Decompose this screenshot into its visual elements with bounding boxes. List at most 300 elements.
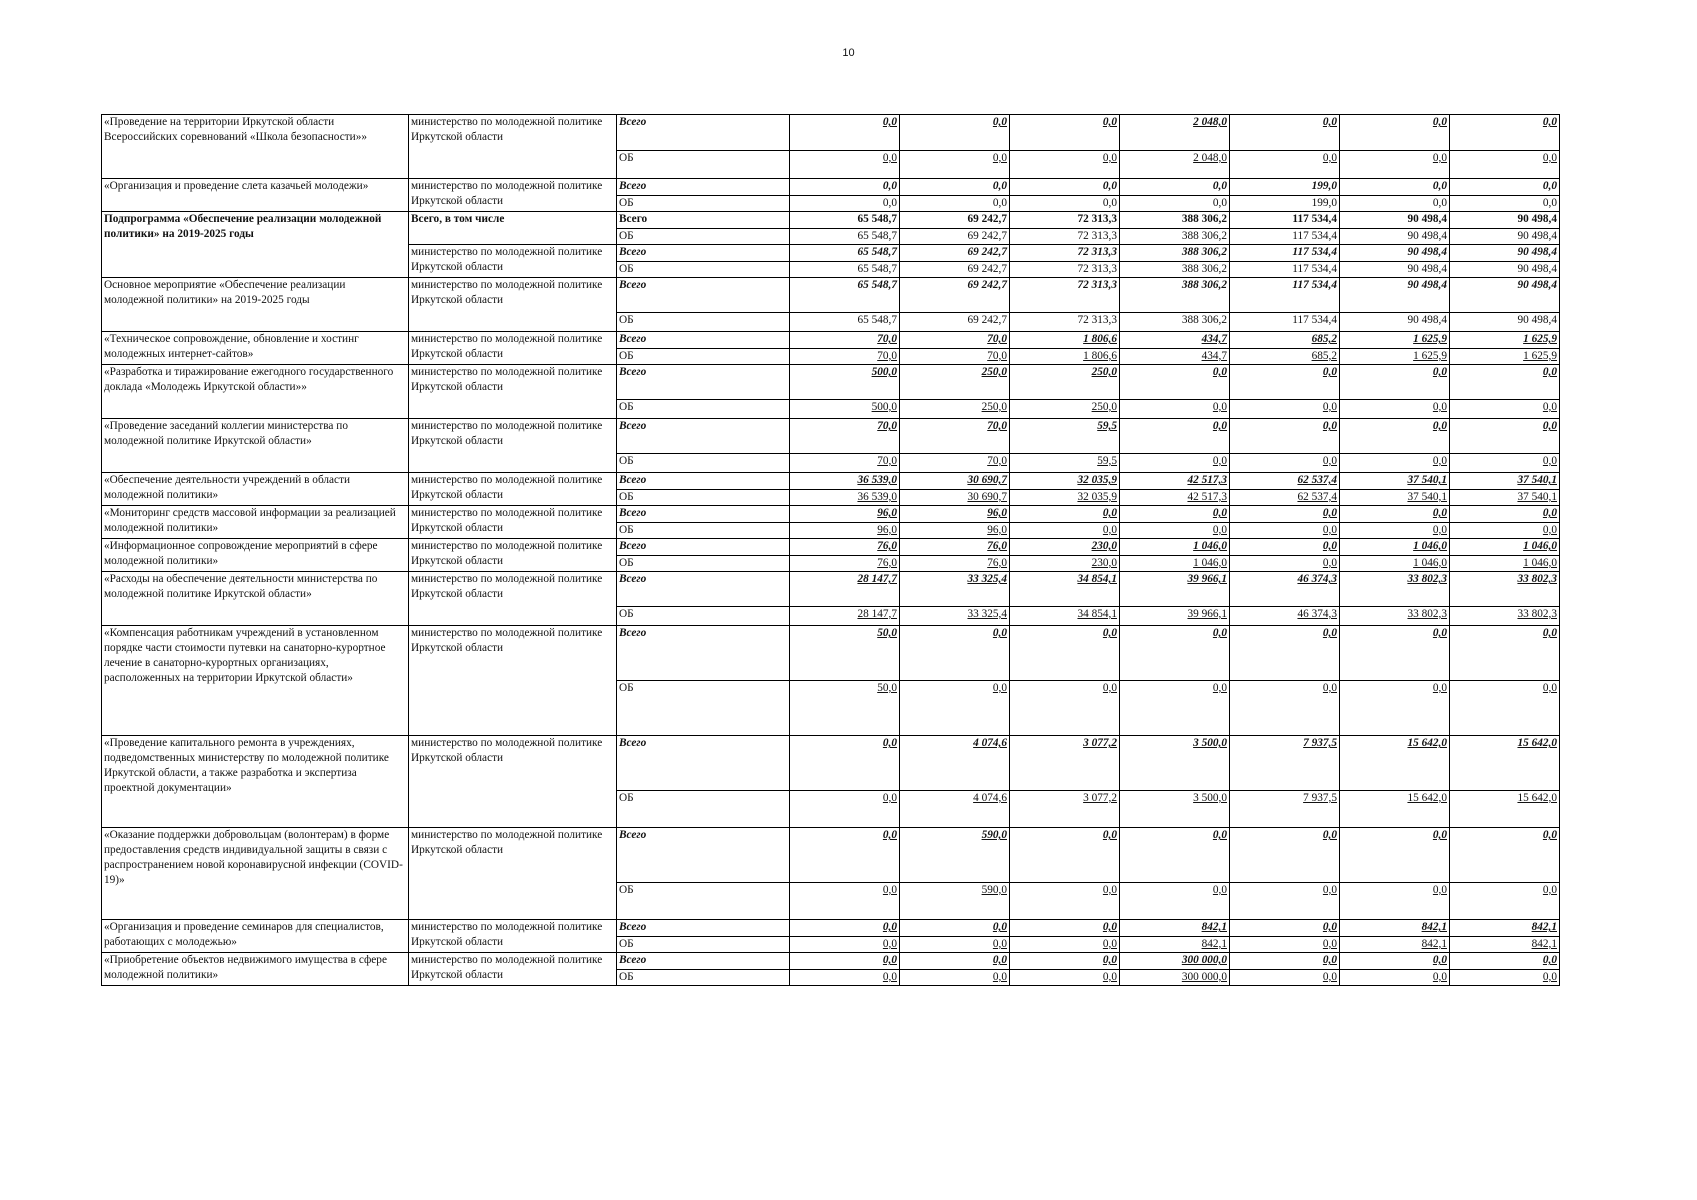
value-text: 0,0 (1212, 507, 1227, 519)
value-text: 46 374,3 (1297, 573, 1337, 585)
value-text: 0,0 (1212, 829, 1227, 841)
value-cell (1230, 262, 1340, 278)
value-text: 0,0 (1432, 884, 1447, 896)
value-cell (1010, 970, 1120, 986)
value-cell (1120, 556, 1230, 572)
value-cell (1010, 490, 1120, 506)
value-cell (1340, 454, 1450, 473)
value-cell (790, 970, 900, 986)
value-cell (900, 490, 1010, 506)
value-cell (1010, 556, 1120, 572)
value-cell (790, 626, 900, 681)
value-cell (1120, 523, 1230, 539)
table-row (102, 920, 1560, 937)
value-text: 90 498,4 (1517, 246, 1557, 258)
value-text: 65 548,7 (857, 263, 897, 275)
value-text: 0,0 (1102, 627, 1117, 639)
value-cell (1340, 556, 1450, 572)
value-cell (900, 245, 1010, 262)
value-cell (1450, 245, 1560, 262)
value-cell (900, 828, 1010, 883)
value-cell (1450, 400, 1560, 419)
value-text: 3 077,2 (1083, 792, 1117, 804)
value-cell (1450, 454, 1560, 473)
value-cell (1230, 245, 1340, 262)
value-cell (1120, 736, 1230, 791)
value-cell (900, 262, 1010, 278)
value-cell (1010, 179, 1120, 196)
value-cell (1450, 626, 1560, 681)
value-cell (1450, 212, 1560, 229)
value-text: 90 498,4 (1407, 246, 1447, 258)
executor-name: министерство по молодежной политике Иркутской области (409, 828, 617, 920)
value-text: 388 306,2 (1181, 213, 1227, 225)
value-text: 90 498,4 (1517, 213, 1557, 225)
value-text: 39 966,1 (1187, 573, 1227, 585)
value-cell (1120, 454, 1230, 473)
value-cell (900, 953, 1010, 970)
value-cell (1010, 937, 1120, 953)
value-text: 69 242,7 (967, 213, 1007, 225)
value-cell (1340, 332, 1450, 349)
value-text: 0,0 (882, 938, 897, 950)
value-cell (790, 454, 900, 473)
value-cell (790, 736, 900, 791)
value-text: 0,0 (1542, 884, 1557, 896)
value-cell (790, 365, 900, 400)
measure-name: Подпрограмма «Обеспечение реализации молодежной политики» на 2019-2025 годы (102, 212, 409, 278)
value-text: 0,0 (1432, 682, 1447, 694)
value-cell (900, 151, 1010, 179)
value-text: 0,0 (1542, 401, 1557, 413)
value-text: 69 242,7 (967, 314, 1007, 326)
value-text: 7 937,5 (1303, 737, 1337, 749)
value-text: 7 937,5 (1303, 792, 1337, 804)
value-cell (1120, 883, 1230, 920)
value-text: 33 802,3 (1407, 608, 1447, 620)
source-label: Всего (617, 365, 790, 400)
value-text: 0,0 (1432, 971, 1447, 983)
value-cell (1340, 196, 1450, 212)
value-cell (900, 349, 1010, 365)
value-cell (1450, 736, 1560, 791)
table-row (102, 828, 1560, 883)
value-cell (1010, 572, 1120, 607)
value-cell (1120, 313, 1230, 332)
value-text: 685,2 (1311, 350, 1337, 362)
value-text: 0,0 (882, 792, 897, 804)
value-cell (1450, 556, 1560, 572)
value-text: 230,0 (1091, 557, 1117, 569)
value-text: 842,1 (1421, 921, 1447, 933)
value-text: 69 242,7 (967, 279, 1007, 291)
value-cell (1230, 278, 1340, 313)
value-text: 65 548,7 (857, 230, 897, 242)
value-cell (790, 953, 900, 970)
value-cell (1120, 115, 1230, 151)
value-text: 0,0 (1542, 627, 1557, 639)
value-cell (1450, 115, 1560, 151)
value-cell (1450, 883, 1560, 920)
value-cell (1010, 313, 1120, 332)
executor-name: министерство по молодежной политике Иркутской области (409, 626, 617, 736)
value-text: 388 306,2 (1181, 230, 1227, 242)
source-label: ОБ (617, 400, 790, 419)
source-label: Всего (617, 245, 790, 262)
value-text: 69 242,7 (967, 230, 1007, 242)
value-cell (1010, 681, 1120, 736)
value-text: 0,0 (1322, 627, 1337, 639)
measure-name: «Техническое сопровождение, обновление и хостинг молодежных интернет-сайтов» (102, 332, 409, 365)
value-text: 0,0 (1432, 627, 1447, 639)
value-cell (1230, 229, 1340, 245)
value-text: 65 548,7 (857, 314, 897, 326)
value-cell (1120, 196, 1230, 212)
value-text: 0,0 (1102, 954, 1117, 966)
value-text: 0,0 (882, 921, 897, 933)
executor-name: министерство по молодежной политике Иркутской области (409, 419, 617, 473)
executor-name: министерство по молодежной политике Иркутской области (409, 332, 617, 365)
value-cell (1120, 332, 1230, 349)
value-text: 250,0 (1091, 401, 1117, 413)
value-cell (1010, 506, 1120, 523)
value-text: 0,0 (1102, 829, 1117, 841)
value-text: 0,0 (882, 197, 897, 209)
value-text: 1 625,9 (1413, 350, 1447, 362)
executor-name: министерство по молодежной политике Иркутской области (409, 953, 617, 986)
measure-name: «Обеспечение деятельности учреждений в области молодежной политики» (102, 473, 409, 506)
source-label: Всего (617, 736, 790, 791)
value-cell (1340, 736, 1450, 791)
value-text: 842,1 (1531, 921, 1557, 933)
table-row (102, 626, 1560, 681)
value-cell (1010, 196, 1120, 212)
value-cell (1450, 179, 1560, 196)
value-cell (1450, 278, 1560, 313)
value-cell (1230, 920, 1340, 937)
value-cell (1010, 523, 1120, 539)
value-cell (1450, 506, 1560, 523)
value-text: 0,0 (1212, 455, 1227, 467)
value-cell (900, 365, 1010, 400)
value-text: 0,0 (1212, 366, 1227, 378)
value-text: 0,0 (1322, 884, 1337, 896)
value-text: 0,0 (1322, 938, 1337, 950)
value-cell (790, 115, 900, 151)
value-text: 0,0 (1542, 455, 1557, 467)
value-cell (1230, 970, 1340, 986)
value-text: 36 539,0 (857, 491, 897, 503)
value-text: 0,0 (1322, 829, 1337, 841)
value-text: 0,0 (1322, 366, 1337, 378)
source-label: Всего (617, 278, 790, 313)
value-cell (1450, 791, 1560, 828)
value-cell (1010, 229, 1120, 245)
value-cell (1340, 229, 1450, 245)
value-text: 1 625,9 (1413, 333, 1447, 345)
value-cell (790, 681, 900, 736)
measure-name: «Компенсация работникам учреждений в установленном порядке части стоимости путевки на санаторно-курортное лечение в санаторно-курортных организациях, расположенных на территории Иркутской области» (102, 626, 409, 736)
value-cell (900, 454, 1010, 473)
value-cell (1450, 365, 1560, 400)
source-label: ОБ (617, 229, 790, 245)
value-text: 3 500,0 (1193, 792, 1227, 804)
value-cell (1120, 953, 1230, 970)
value-cell (1340, 953, 1450, 970)
value-text: 96,0 (987, 507, 1007, 519)
value-cell (1450, 229, 1560, 245)
source-label: ОБ (617, 490, 790, 506)
value-cell (1340, 506, 1450, 523)
value-text: 62 537,4 (1297, 491, 1337, 503)
value-cell (1450, 681, 1560, 736)
value-text: 300 000,0 (1181, 971, 1227, 983)
value-cell (1340, 115, 1450, 151)
measure-name: «Организация и проведение слета казачьей молодежи» (102, 179, 409, 212)
value-cell (1010, 953, 1120, 970)
value-cell (1340, 681, 1450, 736)
value-text: 0,0 (882, 737, 897, 749)
value-text: 0,0 (1432, 455, 1447, 467)
value-cell (790, 419, 900, 454)
table-row (102, 953, 1560, 970)
value-text: 1 806,6 (1083, 350, 1117, 362)
value-cell (1450, 196, 1560, 212)
value-cell (1340, 883, 1450, 920)
value-text: 0,0 (1542, 116, 1557, 128)
table-row (102, 736, 1560, 791)
value-text: 0,0 (1102, 938, 1117, 950)
value-text: 4 074,6 (973, 792, 1007, 804)
value-text: 72 313,3 (1077, 279, 1117, 291)
value-cell (1450, 419, 1560, 454)
value-text: 37 540,1 (1517, 474, 1557, 486)
source-label: Всего (617, 115, 790, 151)
table-row (102, 365, 1560, 400)
value-text: 2 048,0 (1193, 152, 1227, 164)
value-cell (1450, 607, 1560, 626)
value-cell (790, 151, 900, 179)
value-text: 15 642,0 (1407, 737, 1447, 749)
value-cell (1010, 791, 1120, 828)
value-text: 0,0 (1322, 507, 1337, 519)
value-text: 0,0 (992, 921, 1007, 933)
value-cell (1450, 151, 1560, 179)
value-cell (900, 506, 1010, 523)
source-label: Всего (617, 539, 790, 556)
value-text: 0,0 (1432, 954, 1447, 966)
value-text: 0,0 (1542, 366, 1557, 378)
executor-name: министерство по молодежной политике Иркутской области (409, 278, 617, 332)
measure-name: «Приобретение объектов недвижимого имущества в сфере молодежной политики» (102, 953, 409, 986)
value-text: 36 539,0 (857, 474, 897, 486)
table-row (102, 572, 1560, 607)
value-text: 250,0 (1091, 366, 1117, 378)
value-text: 0,0 (992, 627, 1007, 639)
value-cell (1340, 212, 1450, 229)
measure-name: «Разработка и тиражирование ежегодного государственного доклада «Молодежь Иркутской области»» (102, 365, 409, 419)
source-label: Всего (617, 473, 790, 490)
value-text: 72 313,3 (1077, 230, 1117, 242)
value-text: 0,0 (1322, 116, 1337, 128)
value-cell (1230, 953, 1340, 970)
value-cell (1010, 539, 1120, 556)
value-text: 65 548,7 (857, 213, 897, 225)
source-label: Всего (617, 419, 790, 454)
value-text: 199,0 (1311, 197, 1337, 209)
value-cell (1010, 607, 1120, 626)
value-text: 72 313,3 (1077, 246, 1117, 258)
value-text: 70,0 (987, 333, 1007, 345)
value-text: 250,0 (981, 401, 1007, 413)
value-text: 0,0 (1102, 152, 1117, 164)
value-text: 39 966,1 (1187, 608, 1227, 620)
value-text: 28 147,7 (857, 608, 897, 620)
value-text: 0,0 (1322, 152, 1337, 164)
value-cell (1120, 365, 1230, 400)
source-label: ОБ (617, 523, 790, 539)
value-text: 34 854,1 (1077, 608, 1117, 620)
value-cell (1340, 313, 1450, 332)
source-label: Всего (617, 920, 790, 937)
measure-name: «Проведение капитального ремонта в учреждениях, подведомственных министерству по молодежной политике Иркутской области, а также разработка и экспертиза проектной документации» (102, 736, 409, 828)
value-cell (1340, 539, 1450, 556)
value-text: 0,0 (1322, 682, 1337, 694)
value-text: 33 325,4 (967, 608, 1007, 620)
value-text: 70,0 (987, 455, 1007, 467)
value-cell (790, 212, 900, 229)
value-cell (1010, 332, 1120, 349)
value-text: 250,0 (981, 366, 1007, 378)
value-text: 0,0 (1432, 180, 1447, 192)
source-label: ОБ (617, 349, 790, 365)
value-cell (1010, 151, 1120, 179)
value-cell (1120, 791, 1230, 828)
value-text: 37 540,1 (1407, 474, 1447, 486)
value-text: 37 540,1 (1407, 491, 1447, 503)
value-cell (1230, 791, 1340, 828)
value-cell (1120, 607, 1230, 626)
value-cell (900, 278, 1010, 313)
value-cell (790, 229, 900, 245)
value-cell (900, 196, 1010, 212)
source-label: ОБ (617, 883, 790, 920)
value-text: 42 517,3 (1187, 491, 1227, 503)
value-text: 0,0 (1322, 540, 1337, 552)
value-text: 0,0 (1102, 921, 1117, 933)
value-cell (900, 556, 1010, 572)
value-cell (900, 791, 1010, 828)
value-text: 0,0 (1212, 682, 1227, 694)
value-text: 72 313,3 (1077, 314, 1117, 326)
value-text: 46 374,3 (1297, 608, 1337, 620)
value-text: 842,1 (1421, 938, 1447, 950)
value-cell (1230, 681, 1340, 736)
value-cell (1230, 556, 1340, 572)
value-text: 434,7 (1201, 350, 1227, 362)
value-cell (1230, 151, 1340, 179)
value-text: 0,0 (1432, 507, 1447, 519)
table-row (102, 278, 1560, 313)
value-cell (1340, 400, 1450, 419)
value-text: 230,0 (1091, 540, 1117, 552)
value-text: 33 802,3 (1517, 608, 1557, 620)
value-text: 33 802,3 (1407, 573, 1447, 585)
value-text: 0,0 (992, 180, 1007, 192)
value-text: 590,0 (981, 884, 1007, 896)
measure-name: «Проведение на территории Иркутской области Всероссийских соревнований «Школа безопасности»» (102, 115, 409, 179)
value-cell (900, 332, 1010, 349)
measure-name: «Организация и проведение семинаров для специалистов, работающих с молодежью» (102, 920, 409, 953)
value-text: 90 498,4 (1407, 213, 1447, 225)
value-text: 0,0 (1542, 420, 1557, 432)
value-text: 0,0 (1432, 401, 1447, 413)
value-text: 0,0 (992, 682, 1007, 694)
value-cell (900, 883, 1010, 920)
value-cell (1120, 278, 1230, 313)
value-text: 0,0 (1322, 971, 1337, 983)
value-cell (1340, 937, 1450, 953)
table-row (102, 473, 1560, 490)
value-cell (1230, 349, 1340, 365)
source-label: Всего (617, 332, 790, 349)
value-text: 65 548,7 (857, 279, 897, 291)
value-cell (1120, 400, 1230, 419)
value-cell (900, 419, 1010, 454)
value-cell (790, 278, 900, 313)
value-cell (1120, 681, 1230, 736)
value-cell (1230, 506, 1340, 523)
value-text: 388 306,2 (1181, 279, 1227, 291)
value-cell (1230, 332, 1340, 349)
value-text: 199,0 (1311, 180, 1337, 192)
value-cell (1120, 490, 1230, 506)
value-text: 1 046,0 (1413, 540, 1447, 552)
value-text: 388 306,2 (1181, 246, 1227, 258)
value-cell (1340, 828, 1450, 883)
value-text: 0,0 (1432, 524, 1447, 536)
value-cell (900, 179, 1010, 196)
value-text: 72 313,3 (1077, 213, 1117, 225)
value-cell (1230, 736, 1340, 791)
table-row (102, 539, 1560, 556)
source-label: ОБ (617, 313, 790, 332)
source-label: ОБ (617, 556, 790, 572)
value-cell (1230, 490, 1340, 506)
value-text: 70,0 (987, 350, 1007, 362)
value-cell (1120, 626, 1230, 681)
value-cell (1450, 920, 1560, 937)
value-cell (1230, 607, 1340, 626)
value-text: 76,0 (987, 540, 1007, 552)
source-label: Всего (617, 828, 790, 883)
value-text: 0,0 (1322, 455, 1337, 467)
value-cell (900, 400, 1010, 419)
value-text: 300 000,0 (1181, 954, 1227, 966)
value-text: 0,0 (992, 938, 1007, 950)
value-cell (1010, 828, 1120, 883)
table-row (102, 332, 1560, 349)
value-text: 1 046,0 (1523, 557, 1557, 569)
value-text: 70,0 (877, 350, 897, 362)
executor-name: министерство по молодежной политике Иркутской области (409, 920, 617, 953)
value-text: 0,0 (1212, 401, 1227, 413)
value-cell (1120, 539, 1230, 556)
value-text: 50,0 (877, 627, 897, 639)
value-cell (1230, 937, 1340, 953)
value-cell (790, 572, 900, 607)
executor-name: министерство по молодежной политике Иркутской области (409, 539, 617, 572)
